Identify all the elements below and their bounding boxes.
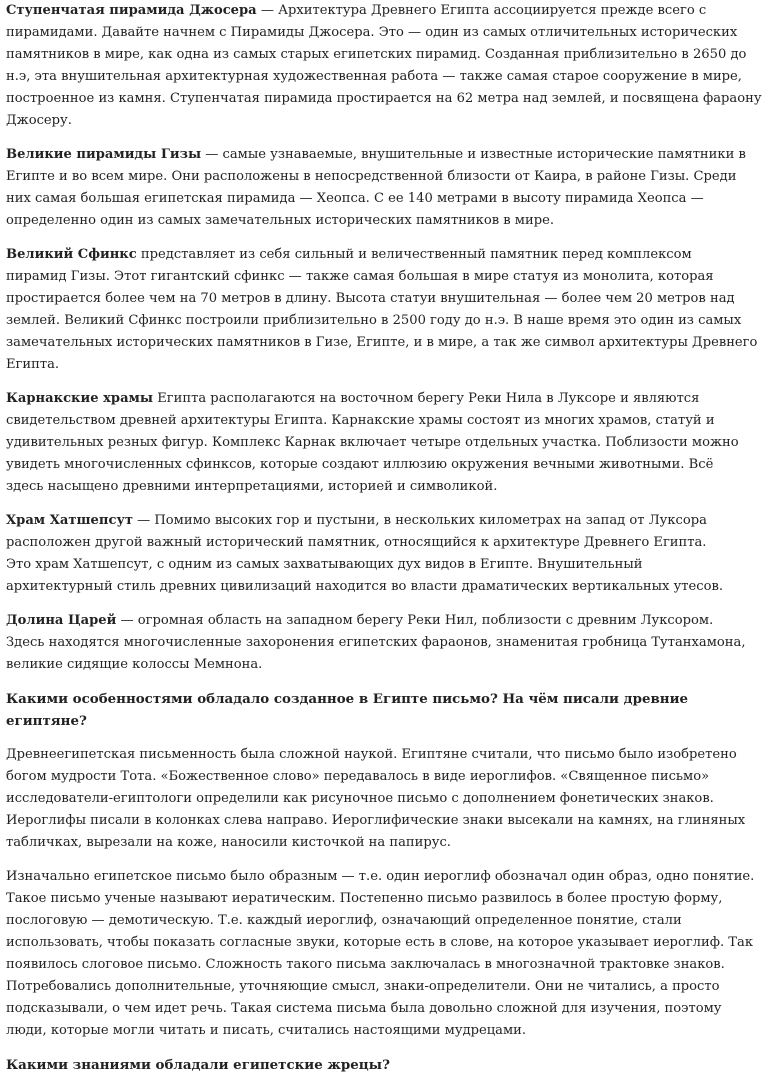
paragraph	[6, 510, 724, 598]
line-text: египтяне?	[6, 713, 87, 729]
text-line	[6, 866, 755, 888]
text-line	[6, 22, 738, 44]
text-line	[6, 932, 754, 954]
line-text: Это храм Хатшепсут, с одним из самых захватывающих дух видов в Египте. Внушительный	[6, 557, 643, 572]
text-line	[6, 266, 714, 288]
line-text: памятников в мире, как одна из самых старых египетских пирамид. Созданная приблизительно в 2650 до	[6, 47, 747, 62]
text-line	[6, 88, 762, 110]
line-text: Египта.	[6, 357, 60, 372]
section-heading	[6, 688, 689, 732]
line-text: — самые узнаваемые, внушительные и известные исторические памятники в	[201, 147, 746, 162]
line-text: землей. Великий Сфинкс построили приблизительно в 2500 году до н.э. В наше время это один из самых	[6, 313, 742, 328]
paragraph	[6, 388, 739, 498]
text-line	[6, 976, 720, 998]
line-text: Какими знаниями обладали египетские жрецы?	[6, 1057, 390, 1073]
text-line	[6, 432, 739, 454]
line-text: Такое письмо ученые называют иератическим. Постепенно письмо развилось в более простую форму,	[6, 891, 723, 906]
text-line	[6, 66, 742, 88]
text-line	[6, 388, 700, 410]
text-line	[6, 888, 723, 910]
line-text: использовать, чтобы показать согласные звуки, которые есть в слове, на которое указывает иероглиф. Так	[6, 935, 754, 950]
line-text: богом мудрости Тота. «Божественное слово» передавалось в виде иероглифов. «Священное письмо»	[6, 769, 710, 784]
line-text: Изначально египетское письмо было образным — т.е. один иероглиф обозначал один образ, одно понятие.	[6, 869, 755, 884]
text-line	[6, 744, 737, 766]
line-text: свидетельством древней архитектуры Египта. Карнакские храмы состоят из многих храмов, статуй и	[6, 413, 715, 428]
line-text: удивительных резных фигур. Комплекс Карнак включает четыре отдельных участка. Поблизости можно	[6, 435, 739, 450]
text-line	[6, 1054, 649, 1076]
line-text: простирается более чем на 70 метров в длину. Высота статуи внушительная — более чем 20 метров над	[6, 291, 735, 306]
bold-term: Карнакские храмы	[6, 391, 154, 406]
line-text: представляет из себя сильный и величественный памятник перед комплексом	[136, 247, 692, 262]
text-line	[6, 910, 682, 932]
line-text: расположен другой важный исторический памятник, относящийся к архитектуре Древнего Египта.	[6, 535, 707, 550]
line-text: Древнеегипетская письменность была сложной наукой. Египтяне считали, что письмо было изобретено	[6, 747, 737, 762]
text-line	[6, 832, 649, 854]
section-heading	[6, 1054, 649, 1076]
paragraph	[6, 744, 746, 854]
line-text: люди, которые могли читать и писать, считались настоящими мудрецами.	[6, 1023, 527, 1038]
line-text: Иероглифы писали в колонках слева направо. Иероглифические знаки высекали на камнях, на глиняных	[6, 813, 746, 828]
text-line	[6, 810, 746, 832]
text-line	[6, 688, 689, 710]
text-line	[6, 654, 649, 676]
line-text: — Помимо высоких гор и пустыни, в нескольких километрах на запад от Луксора	[132, 513, 707, 528]
line-text: Египта располагаются на восточном берегу Реки Нила в Луксоре и являются	[153, 391, 700, 406]
line-text: подсказывали, о чем идет речь. Такая система письма была довольно сложной для изучения, поэтому	[6, 1001, 722, 1016]
text-line	[6, 998, 722, 1020]
line-text: н.э, эта внушительная архитектурная художественная работа — также самая старое сооружение в мире,	[6, 69, 742, 84]
text-line	[6, 610, 714, 632]
text-line	[6, 766, 710, 788]
text-line	[6, 354, 649, 376]
text-line	[6, 532, 707, 554]
line-text: определенно один из самых замечательных исторических памятников в мире.	[6, 213, 554, 228]
text-line	[6, 476, 649, 498]
text-line	[6, 310, 742, 332]
line-text: пирамид Гизы. Этот гигантский сфинкс — также самая большая в мире статуя из монолита, которая	[6, 269, 714, 284]
text-line	[6, 110, 649, 132]
text-line	[6, 1020, 649, 1042]
text-line	[6, 44, 747, 66]
paragraph	[6, 244, 758, 376]
text-line	[6, 454, 714, 476]
line-text: построенное из камня. Ступенчатая пирамида простирается на 62 метра над землей, и посвящена фараону	[6, 91, 762, 106]
line-text: Джосеру.	[6, 113, 72, 128]
bold-term: Ступенчатая пирамида Джосера	[6, 3, 257, 18]
text-line	[6, 510, 707, 532]
text-line	[6, 288, 735, 310]
text-line	[6, 244, 692, 266]
line-text: Потребовались дополнительные, уточняющие смысл, знаки-определители. Они не читались, а просто	[6, 979, 720, 994]
text-line	[6, 410, 715, 432]
line-text: Какими особенностями обладало созданное в Египте письмо? На чём писали древние	[6, 691, 689, 707]
bold-term: Великий Сфинкс	[6, 247, 137, 262]
line-text: них самая большая египетская пирамида — Хеопса. С ее 140 метрами в высоту пирамида Хеопса —	[6, 191, 704, 206]
bold-term: Долина Царей	[6, 613, 117, 628]
line-text: пирамидами. Давайте начнем с Пирамиды Джосера. Это — один из самых отличительных исторических	[6, 25, 738, 40]
text-line	[6, 0, 707, 22]
paragraph	[6, 0, 762, 132]
text-line	[6, 166, 737, 188]
paragraph	[6, 610, 746, 676]
text-line	[6, 188, 704, 210]
bold-term: Великие пирамиды Гизы	[6, 147, 202, 162]
line-text: — огромная область на западном берегу Реки Нил, поблизости с древним Луксором.	[116, 613, 714, 628]
text-line	[6, 710, 649, 732]
line-text: послоговую — демотическую. Т.е. каждый иероглиф, означающий определенное понятие, стали	[6, 913, 682, 928]
line-text: — Архитектура Древнего Египта ассоциируется прежде всего с	[256, 3, 707, 18]
line-text: великие сидящие колоссы Мемнона.	[6, 657, 263, 672]
line-text: исследователи-египтологи определили как рисуночное письмо с дополнением фонетических знаков.	[6, 791, 714, 806]
paragraph	[6, 144, 746, 232]
paragraph	[6, 866, 755, 1042]
line-text: табличках, вырезали на коже, наносили кисточкой на папирус.	[6, 835, 451, 850]
line-text: Египте и во всем мире. Они расположены в непосредственной близости от Каира, в районе Гизы. Среди	[6, 169, 737, 184]
text-line	[6, 954, 725, 976]
text-line	[6, 632, 746, 654]
line-text: Здесь находятся многочисленные захоронения египетских фараонов, знаменитая гробница Тутанхамона,	[6, 635, 746, 650]
text-line	[6, 554, 649, 576]
text-line	[6, 144, 746, 166]
line-text: архитектурный стиль древних цивилизаций находится во власти драматических вертикальных утесов.	[6, 579, 724, 594]
line-text: здесь насыщено древними интерпретациями, историей и символикой.	[6, 479, 498, 494]
line-text: замечательных исторических памятников в Гизе, Египте, и в мире, а так же символ архитектуры Древнего	[6, 335, 758, 350]
line-text: увидеть многочисленных сфинксов, которые создают иллюзию окружения вечными животными. Всё	[6, 457, 714, 472]
bold-term: Храм Хатшепсут	[6, 513, 133, 528]
text-line	[6, 576, 724, 598]
text-line	[6, 210, 649, 232]
line-text: появилось слоговое письмо. Сложность такого письма заключалась в многозначной трактовке знаков.	[6, 957, 725, 972]
text-line	[6, 332, 758, 354]
text-line	[6, 788, 714, 810]
